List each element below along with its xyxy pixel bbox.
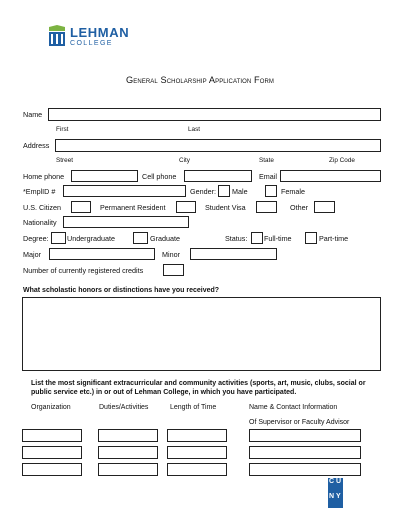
us-citizen-label: U.S. Citizen — [23, 203, 61, 212]
activity-org-3[interactable] — [22, 463, 82, 476]
zip-sublabel: Zip Code — [329, 157, 355, 164]
first-sublabel: First — [56, 126, 69, 133]
street-sublabel: Street — [56, 157, 74, 164]
undergraduate-label: Undergraduate — [67, 234, 115, 243]
name-input[interactable] — [48, 108, 381, 121]
other-checkbox[interactable] — [314, 201, 335, 213]
gender-label: Gender: — [190, 187, 216, 196]
activity-org-1[interactable] — [22, 429, 82, 442]
col-contact-sub: Of Supervisor or Faculty Advisor — [249, 419, 350, 426]
full-time-label: Full-time — [264, 234, 292, 243]
graduate-checkbox[interactable] — [133, 232, 148, 244]
cell-phone-label: Cell phone — [142, 172, 177, 181]
cell-phone-input[interactable] — [184, 170, 252, 182]
honors-question: What scholastic honors or distinctions have you received? — [23, 287, 220, 294]
minor-input[interactable] — [190, 248, 277, 260]
logo-line1: LEHMAN — [70, 25, 130, 40]
cuny-letter-n: N — [329, 493, 335, 500]
us-citizen-checkbox[interactable] — [71, 201, 91, 213]
cuny-letter-y: Y — [336, 493, 341, 500]
lehman-building-icon — [47, 25, 67, 49]
email-input[interactable] — [280, 170, 381, 182]
emplid-label: *EmplID # — [23, 187, 56, 196]
permanent-resident-checkbox[interactable] — [176, 201, 196, 213]
state-sublabel: State — [259, 157, 274, 164]
student-visa-label: Student Visa — [205, 203, 246, 212]
lehman-logo — [47, 25, 147, 51]
col-contact: Name & Contact Information — [249, 404, 338, 411]
female-checkbox[interactable] — [265, 185, 277, 197]
part-time-checkbox[interactable] — [305, 232, 317, 244]
credits-label: Number of currently registered credits — [23, 266, 144, 275]
activity-duties-3[interactable] — [98, 463, 158, 476]
full-time-checkbox[interactable] — [251, 232, 263, 244]
cuny-letter-u: U — [336, 478, 342, 485]
honors-textarea[interactable] — [22, 297, 381, 371]
minor-label: Minor — [162, 250, 180, 259]
graduate-label: Graduate — [150, 234, 180, 243]
permanent-resident-label: Permanent Resident — [100, 203, 166, 212]
major-input[interactable] — [49, 248, 155, 260]
emplid-input[interactable] — [63, 185, 186, 197]
major-label: Major — [23, 250, 41, 259]
activities-question: List the most significant extracurricular and community activities (sports, art, music, clubs, social or public service etc.) in or out of Lehman College, in which you have participated. — [31, 380, 366, 396]
status-label: Status: — [225, 234, 248, 243]
activity-contact-2[interactable] — [249, 446, 361, 459]
male-label: Male — [232, 187, 248, 196]
form-title: General Scholarship Application Form — [125, 75, 274, 85]
home-phone-input[interactable] — [71, 170, 138, 182]
nationality-label: Nationality — [23, 218, 57, 227]
activity-length-1[interactable] — [167, 429, 227, 442]
last-sublabel: Last — [188, 126, 201, 133]
part-time-label: Part-time — [319, 234, 349, 243]
address-label: Address — [23, 141, 50, 150]
activity-length-2[interactable] — [167, 446, 227, 459]
student-visa-checkbox[interactable] — [256, 201, 277, 213]
activity-contact-1[interactable] — [249, 429, 361, 442]
activity-org-2[interactable] — [22, 446, 82, 459]
col-duties: Duties/Activities — [99, 404, 149, 411]
activity-contact-3[interactable] — [249, 463, 361, 476]
degree-label: Degree: — [23, 234, 49, 243]
credits-input[interactable] — [163, 264, 184, 276]
city-sublabel: City — [179, 157, 191, 164]
undergraduate-checkbox[interactable] — [51, 232, 66, 244]
activity-duties-1[interactable] — [98, 429, 158, 442]
address-input[interactable] — [55, 139, 381, 152]
activity-length-3[interactable] — [167, 463, 227, 476]
col-organization: Organization — [31, 404, 71, 411]
activity-duties-2[interactable] — [98, 446, 158, 459]
male-checkbox[interactable] — [218, 185, 230, 197]
logo-line2: COLLEGE — [70, 40, 113, 47]
female-label: Female — [281, 187, 305, 196]
other-label: Other — [290, 203, 308, 212]
home-phone-label: Home phone — [23, 172, 65, 181]
cuny-letter-c: C — [329, 478, 335, 485]
col-length: Length of Time — [170, 404, 217, 411]
cuny-logo — [328, 478, 343, 508]
name-label: Name — [23, 110, 43, 119]
nationality-input[interactable] — [63, 216, 189, 228]
email-label: Email — [259, 172, 277, 181]
